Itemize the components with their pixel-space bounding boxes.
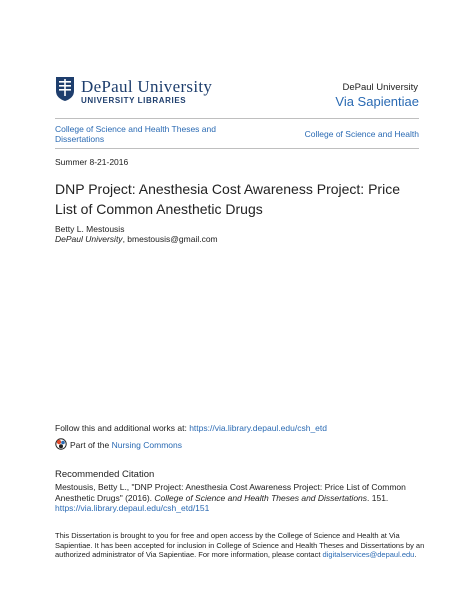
citation-heading: Recommended Citation <box>55 469 155 480</box>
citation-text-end: . 151. <box>367 492 389 503</box>
repository-name-link[interactable]: Via Sapientiae <box>335 94 419 109</box>
author-affiliation <box>55 234 218 244</box>
author-name: Betty L. Mestousis <box>55 224 125 234</box>
collection-link-theses[interactable]: College of Science and Health Theses and Dissertations <box>55 124 216 144</box>
part-of-text: Part of the <box>70 440 112 450</box>
shield-icon <box>55 76 75 102</box>
citation-series: College of Science and Health Theses and Dissertations <box>154 492 368 503</box>
follow-line <box>55 423 327 433</box>
collection-link-college[interactable]: College of Science and Health <box>304 129 419 139</box>
logo-title: DePaul University <box>81 77 213 96</box>
nursing-commons-link[interactable]: Nursing Commons <box>111 440 182 450</box>
follow-url-link[interactable]: https://via.library.depaul.edu/csh_etd <box>189 423 328 433</box>
header-divider <box>55 118 419 119</box>
footer-text: This Dissertation is brought to you for free and open access by the College of Science and Health at Via Sapientiae. It has been accepted for inclusion in College of Science and Health Theses and Dissertations by an authorized administrator of Via Sapientiae. For more information, please contact <box>55 531 425 559</box>
affiliation-name: DePaul University <box>55 234 123 244</box>
part-of-line <box>55 438 182 450</box>
follow-text: Follow this and additional works at: <box>55 423 190 433</box>
repository-owner: DePaul University <box>342 82 418 93</box>
footer-end: . <box>414 550 417 559</box>
contact-email-link[interactable]: digitalservices@depaul.edu <box>322 550 415 559</box>
document-title: DNP Project: Anesthesia Cost Awareness Project: Price List of Common Anesthetic Drugs <box>55 181 400 217</box>
publication-date: Summer 8-21-2016 <box>55 157 129 167</box>
collections-divider <box>55 148 419 149</box>
citation-url-link[interactable]: https://via.library.depaul.edu/csh_etd/151 <box>55 503 210 513</box>
citation-body <box>55 482 425 514</box>
footer-notice <box>55 531 425 560</box>
depaul-logo[interactable] <box>55 76 230 108</box>
author-email: , bmestousis@gmail.com <box>122 234 218 244</box>
citation-text: Mestousis, Betty L., "DNP Project: Anesthesia Cost Awareness Project: Price List of Common Anesthetic Drugs" (2016). <box>55 482 406 503</box>
logo-subtitle: UNIVERSITY LIBRARIES <box>81 96 187 105</box>
commons-network-icon <box>55 438 67 450</box>
